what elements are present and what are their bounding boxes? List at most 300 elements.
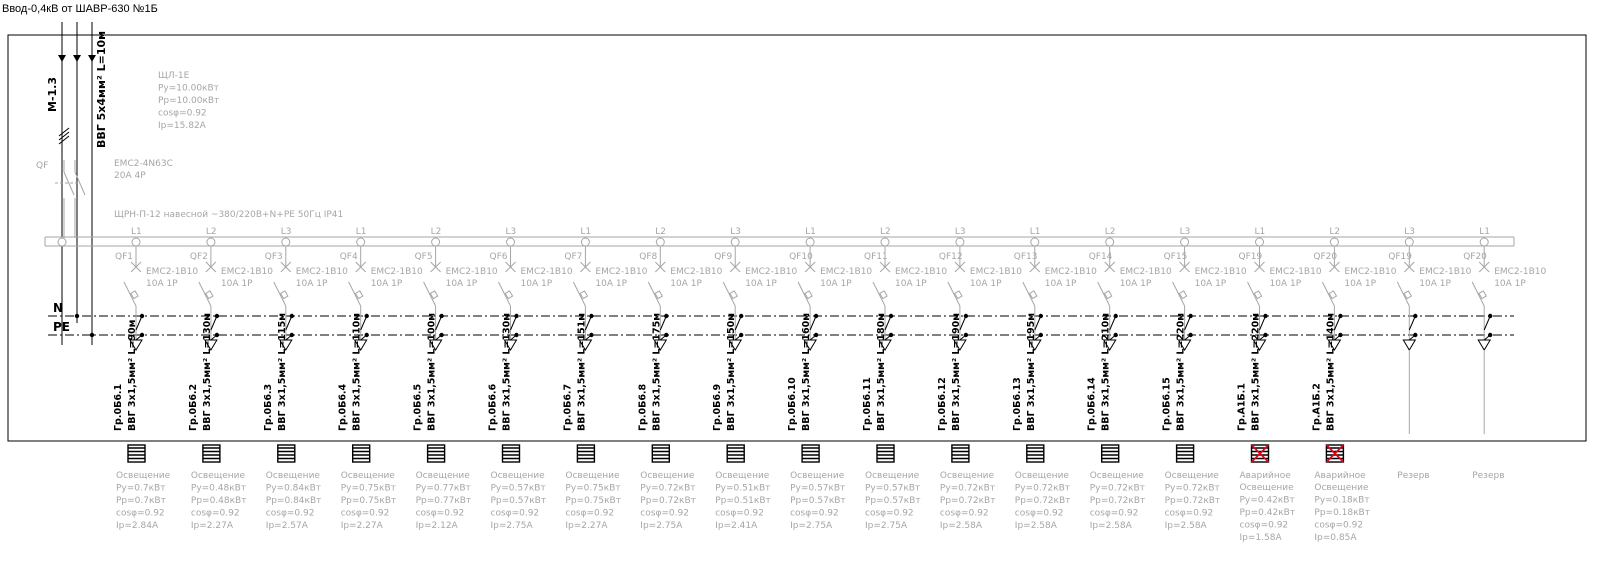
input-breaker-type-line: 20A 4P: [114, 171, 146, 181]
phase-tap: [1181, 238, 1189, 246]
design-current: Iр=2.27А: [190, 521, 234, 531]
circuit-13: [1012, 227, 1097, 531]
breaker-rating: 10A 1P: [295, 279, 328, 289]
cable-label: ВВГ 3х1,5мм² L=130м: [501, 312, 513, 431]
phase-label: L1: [1479, 227, 1490, 237]
breaker-type: EMC2-1B10: [146, 267, 199, 277]
breaker-type: EMC2-1B10: [969, 267, 1022, 277]
cable-label: ВВГ 3х1,5мм² L=90м: [127, 319, 138, 431]
load-name: Освещение: [1164, 471, 1219, 481]
load-name: Освещение: [490, 471, 545, 481]
installed-power: Ру=0.18кВт: [1314, 495, 1370, 506]
load-name: Освещение: [340, 471, 395, 481]
circuit-12: [937, 227, 1022, 531]
power-factor: cosφ=0.92: [415, 508, 465, 519]
breaker-type: EMC2-1B10: [1494, 267, 1547, 277]
breaker-rating: 10A 1P: [220, 279, 253, 289]
light-fixture-icon: [1177, 445, 1194, 462]
power-factor: cosφ=0.92: [640, 508, 689, 519]
installed-power: Ру=0.57кВт: [790, 483, 846, 494]
cable-label: ВВГ 3х1,5мм² L=115м: [276, 312, 288, 431]
pe-node: [514, 333, 518, 337]
load-name: Освещение: [939, 471, 995, 481]
load-name: Освещение: [116, 471, 171, 481]
light-fixture-icon: [1102, 445, 1119, 462]
n-node: [664, 314, 668, 318]
phase-tap: [282, 238, 290, 246]
design-current: Iр=2.75А: [790, 521, 833, 531]
circuit-8: [637, 227, 722, 531]
power-factor: cosφ=0.92: [1239, 520, 1289, 531]
breaker-rating: 10A 1P: [520, 279, 553, 289]
panel-info-line: Iр=15.82А: [158, 121, 206, 131]
installed-power: Ру=0.72кВт: [1089, 483, 1145, 494]
n-node: [1263, 314, 1267, 318]
phase-tap: [956, 238, 964, 246]
breaker-label: QF15: [1163, 252, 1188, 262]
breaker-label: QF13: [1013, 252, 1038, 262]
light-fixture-icon: [577, 445, 594, 462]
circuit-17: [1311, 227, 1396, 543]
pe-node: [1263, 333, 1267, 337]
n-node: [290, 314, 294, 318]
emergency-light-icon: [1326, 445, 1343, 462]
phase-tap: [132, 238, 140, 246]
breaker-label: QF10: [789, 252, 813, 262]
pe-node: [814, 333, 818, 337]
breaker-label: QF5: [414, 252, 433, 262]
light-fixture-icon: [203, 445, 220, 462]
breaker-rating: 10A 1P: [820, 279, 852, 289]
design-power: Рр=0.72кВт: [1089, 496, 1146, 506]
n-node: [1114, 314, 1118, 318]
pe-node: [589, 333, 593, 337]
breaker-label: QF11: [864, 252, 888, 262]
load-name: Освещение: [265, 471, 320, 481]
design-power: Рр=0.42кВт: [1239, 508, 1296, 518]
breaker-rating: 10A 1P: [1419, 279, 1451, 289]
circuit-18: [1388, 227, 1471, 481]
phase-label: L1: [1254, 227, 1266, 237]
power-factor: cosφ=0.92: [1014, 508, 1064, 519]
load-name: Освещение: [1314, 483, 1369, 493]
cable-label: ВВГ 3х1,5мм² L=220м: [1175, 312, 1187, 431]
group-label: Гр.А1Б.1: [1236, 383, 1248, 431]
load-name: Освещение: [1239, 483, 1294, 493]
n-node: [889, 314, 893, 318]
phase-label: L1: [580, 227, 592, 237]
group-label: Гр.0Б6.9: [712, 383, 724, 431]
design-power: Рр=0.72кВт: [1164, 496, 1221, 506]
circuit-6: [488, 227, 573, 531]
cable-label: ВВГ 3х1,5мм² L=175м: [651, 312, 663, 431]
design-power: Рр=0.77кВт: [415, 496, 472, 506]
design-power: Рр=0.7кВт: [116, 496, 166, 506]
circuit-16: [1237, 227, 1322, 543]
phase-tap: [806, 238, 814, 246]
installed-power: Ру=0.51кВт: [715, 483, 771, 494]
cable-label: ВВГ 3х1,5мм² L=151м: [576, 312, 588, 431]
phase-tap: [1330, 238, 1338, 246]
group-label: Гр.0Б6.1: [113, 383, 124, 431]
light-fixture-icon: [1027, 445, 1044, 462]
cable-label: ВВГ 3х1,5мм² L=150м: [726, 312, 738, 431]
group-label: Гр.0Б6.13: [1011, 377, 1023, 431]
n-node: [1413, 314, 1417, 318]
load-name: Освещение: [1089, 471, 1144, 481]
breaker-label: QF6: [489, 252, 508, 262]
pe-node: [1488, 333, 1492, 337]
phase-label: L1: [131, 227, 142, 237]
design-current: Iр=2.75А: [640, 521, 683, 531]
breaker-label: QF19: [1388, 252, 1413, 262]
power-factor: cosφ=0.92: [790, 508, 839, 519]
circuits: [113, 227, 1547, 543]
breaker-label: QF4: [339, 252, 358, 262]
installed-power: Ру=0.57кВт: [865, 483, 921, 494]
breaker-type: EMC2-1B10: [670, 267, 723, 277]
power-factor: cosφ=0.92: [1314, 520, 1364, 531]
pe-node: [140, 333, 144, 337]
phase-label: L3: [730, 227, 741, 237]
power-factor: cosφ=0.92: [565, 508, 615, 519]
n-bus-label: N: [53, 301, 64, 315]
installed-power: Ру=0.48кВт: [190, 483, 247, 494]
design-power: Рр=0.75кВт: [565, 496, 621, 506]
group-label: Гр.0Б6.10: [787, 377, 799, 431]
panel-info: [158, 71, 219, 131]
phase-label: L2: [880, 227, 891, 237]
phase-label: L1: [355, 227, 367, 237]
phase-label: L1: [1029, 227, 1041, 237]
installed-power: Ру=0.72кВт: [1164, 483, 1220, 494]
n-connection: [1484, 316, 1490, 330]
input-breaker-label: QF: [36, 161, 49, 171]
breaker-label: QF14: [1088, 252, 1113, 262]
n-node: [514, 314, 518, 318]
design-power: Рр=0.75кВт: [340, 496, 397, 506]
n-node: [215, 314, 219, 318]
breaker-rating: 10A 1P: [969, 279, 1002, 289]
phase-label: L3: [1179, 227, 1191, 237]
n-node: [439, 314, 443, 318]
breaker-type: EMC2-1B10: [895, 267, 948, 277]
design-current: Iр=2.57А: [265, 521, 308, 531]
input-feeder-label: М-1.3: [46, 77, 59, 112]
breaker-label: QF20: [1463, 252, 1487, 262]
breaker-rating: 10A 1P: [1194, 279, 1227, 289]
breaker-rating: 10A 1P: [1494, 279, 1526, 289]
pe-bus-label: PE: [53, 320, 70, 334]
n-node: [1338, 314, 1342, 318]
group-label: Гр.0Б6.8: [637, 383, 649, 431]
power-factor: cosφ=0.92: [116, 508, 165, 519]
breaker-label: QF20: [1313, 252, 1338, 262]
load-extra: Аварийное: [1314, 471, 1366, 481]
breaker-type: EMC2-1B10: [820, 267, 873, 277]
design-power: Рр=0.57кВт: [490, 496, 547, 506]
group-label: Гр.0Б6.5: [412, 383, 424, 431]
light-fixture-icon: [877, 445, 894, 462]
installed-power: Ру=0.84кВт: [265, 483, 321, 494]
circuit-4: [338, 227, 423, 531]
load-name: Освещение: [715, 471, 770, 481]
breaker-type: EMC2-1B10: [745, 267, 798, 277]
power-factor: cosφ=0.92: [865, 508, 914, 519]
group-label: Гр.0Б6.3: [262, 383, 274, 431]
circuit-1: [113, 227, 198, 531]
design-current: Iр=1.58А: [1239, 533, 1282, 543]
light-fixture-icon: [652, 445, 669, 462]
n-node: [140, 314, 144, 318]
breaker-rating: 10A 1P: [1119, 279, 1152, 289]
design-current: Iр=2.58А: [1014, 521, 1057, 531]
input-breaker-type-line: EMC2-4N63C: [114, 159, 173, 169]
n-pe-bus: [48, 314, 1514, 337]
power-factor: cosφ=0.92: [265, 508, 315, 519]
breaker-type: EMC2-1B10: [445, 267, 498, 277]
breaker-type: EMC2-1B10: [1119, 267, 1172, 277]
phase-label: L3: [1404, 227, 1416, 237]
phase-tap: [1031, 238, 1039, 246]
breaker-label: QF8: [639, 252, 658, 262]
design-current: Iр=2.75А: [490, 521, 533, 531]
load-name: Освещение: [640, 471, 695, 481]
phase-tap: [207, 238, 215, 246]
load-name: Освещение: [190, 471, 246, 481]
phase-label: L1: [805, 227, 816, 237]
input-cable-label: ВВГ 5х4мм² L=10м: [95, 30, 108, 148]
group-label: Гр.0Б6.6: [487, 383, 499, 431]
panel-description: ЩРН-П-12 навесной ~380/220В+N+PE 50Гц IP41: [114, 210, 344, 220]
load-extra: Аварийное: [1239, 471, 1291, 481]
n-node: [1039, 314, 1043, 318]
pe-node: [1413, 333, 1417, 337]
n-node: [365, 314, 369, 318]
group-label: Гр.0Б6.11: [862, 377, 873, 431]
phase-tap: [432, 238, 440, 246]
breaker-rating: 10A 1P: [745, 279, 777, 289]
phase-label: L2: [1104, 227, 1116, 237]
breaker-label: QF1: [115, 252, 133, 262]
pe-node: [439, 333, 443, 337]
installed-power: Ру=0.75кВт: [565, 483, 621, 494]
power-factor: cosφ=0.92: [1089, 508, 1139, 519]
light-fixture-icon: [503, 445, 520, 462]
input-breaker-type: [114, 159, 173, 181]
design-current: Iр=2.75А: [865, 521, 908, 531]
circuit-5: [413, 227, 498, 531]
cable-label: ВВГ 3х1,5мм² L=160м: [801, 312, 813, 431]
pe-node: [1188, 333, 1192, 337]
group-label: Гр.0Б6.7: [562, 383, 574, 431]
breaker-rating: 10A 1P: [895, 279, 927, 289]
circuit-7: [562, 227, 647, 531]
pe-node: [1039, 333, 1043, 337]
design-current: Iр=2.58А: [939, 521, 983, 531]
load-name: Резерв: [1397, 471, 1430, 481]
power-factor: cosφ=0.92: [190, 508, 240, 519]
design-current: Iр=2.58А: [1164, 521, 1207, 531]
circuit-3: [263, 227, 348, 531]
phase-label: L3: [505, 227, 517, 237]
breaker-rating: 10A 1P: [670, 279, 702, 289]
output-arrow: [1478, 340, 1490, 350]
design-current: Iр=2.27А: [565, 521, 608, 531]
breaker-type: EMC2-1B10: [1269, 267, 1322, 277]
breaker-rating: 10A 1P: [146, 279, 178, 289]
breaker-rating: 10A 1P: [445, 279, 478, 289]
design-current: Iр=2.12А: [415, 521, 458, 531]
breaker-rating: 10A 1P: [370, 279, 403, 289]
phase-tap: [731, 238, 739, 246]
power-factor: cosφ=0.92: [1164, 508, 1214, 519]
phase-label: L2: [655, 227, 667, 237]
breaker-rating: 10A 1P: [1269, 279, 1302, 289]
power-factor: cosφ=0.92: [340, 508, 390, 519]
installed-power: Ру=0.7кВт: [116, 483, 166, 494]
breaker-label: QF2: [189, 252, 208, 262]
load-name: Освещение: [415, 471, 470, 481]
cable-label: ВВГ 3х1,5мм² L=140м: [1325, 312, 1337, 431]
installed-power: Ру=0.72кВт: [1014, 483, 1070, 494]
design-power: Рр=0.57кВт: [865, 496, 921, 506]
load-name: Освещение: [790, 471, 845, 481]
cable-label: ВВГ 3х1,5мм² L=195м: [1025, 312, 1037, 431]
design-power: Рр=0.84кВт: [265, 496, 322, 506]
design-power: Рр=0.72кВт: [640, 496, 696, 506]
phase-label: L2: [205, 227, 217, 237]
emergency-light-icon: [1252, 445, 1269, 462]
phase-tap: [1256, 238, 1264, 246]
pe-node: [1114, 333, 1118, 337]
breaker-label: QF3: [264, 252, 283, 262]
cable-label: ВВГ 3х1,5мм² L=220м: [1250, 312, 1262, 431]
cable-label: ВВГ 3х1,5мм² L=130м: [201, 312, 213, 431]
cable-label: ВВГ 3х1,5мм² L=180м: [876, 312, 887, 431]
circuit-19: [1463, 227, 1546, 481]
phase-tap: [507, 238, 515, 246]
light-fixture-icon: [952, 445, 969, 462]
breaker-type: EMC2-1B10: [520, 267, 573, 277]
light-fixture-icon: [128, 445, 145, 462]
circuit-15: [1162, 227, 1247, 531]
panel-info-line: ЩЛ-1Е: [158, 71, 190, 81]
light-fixture-icon: [802, 445, 819, 462]
cable-label: ВВГ 3х1,5мм² L=100м: [426, 312, 438, 431]
light-fixture-icon: [278, 445, 295, 462]
phase-tap: [656, 238, 664, 246]
breaker-label: QF19: [1238, 252, 1263, 262]
load-name: Освещение: [865, 471, 920, 481]
n-node: [589, 314, 593, 318]
phase-tap: [1106, 238, 1114, 246]
pe-node: [215, 333, 219, 337]
power-factor: cosφ=0.92: [490, 508, 540, 519]
breaker-rating: 10A 1P: [1344, 279, 1377, 289]
power-factor: cosφ=0.92: [715, 508, 764, 519]
breaker-type: EMC2-1B10: [595, 267, 648, 277]
group-label: Гр.0Б6.2: [187, 383, 199, 431]
n-node: [814, 314, 818, 318]
breaker-label: QF12: [938, 252, 963, 262]
pe-node: [365, 333, 369, 337]
load-name: Освещение: [565, 471, 620, 481]
phase-label: L3: [280, 227, 292, 237]
breaker-rating: 10A 1P: [1044, 279, 1077, 289]
design-current: Iр=2.84А: [116, 521, 159, 531]
design-power: Рр=0.48кВт: [190, 496, 247, 506]
group-label: Гр.0Б6.14: [1086, 377, 1098, 431]
n-node: [1188, 314, 1192, 318]
design-power: Рр=0.57кВт: [790, 496, 846, 506]
phase-tap: [881, 238, 889, 246]
group-label: Гр.А1Б.2: [1311, 383, 1323, 431]
power-factor: cosφ=0.92: [939, 508, 989, 519]
n-connection: [1409, 316, 1415, 330]
n-node: [739, 314, 743, 318]
design-power: Рр=0.18кВт: [1314, 508, 1370, 518]
breaker-type: EMC2-1B10: [1419, 267, 1472, 277]
installed-power: Ру=0.72кВт: [640, 483, 696, 494]
light-fixture-icon: [727, 445, 744, 462]
load-name: Резерв: [1472, 471, 1505, 481]
cable-label: ВВГ 3х1,5мм² L=110м: [351, 312, 363, 431]
phase-label: L3: [954, 227, 966, 237]
group-label: Гр.0Б6.12: [936, 377, 948, 431]
circuit-11: [862, 227, 947, 531]
panel-info-line: Рр=10.00кВт: [158, 96, 220, 106]
phase-tap: [357, 238, 365, 246]
circuit-9: [712, 227, 797, 531]
installed-power: Ру=0.72кВт: [939, 483, 996, 494]
phase-label: L2: [430, 227, 442, 237]
phase-label: L2: [1329, 227, 1341, 237]
panel-info-line: Ру=10.00кВт: [158, 83, 219, 94]
cable-label: ВВГ 3х1,5мм² L=190м: [950, 312, 962, 431]
breaker-type: EMC2-1B10: [220, 267, 273, 277]
design-current: Iр=2.58А: [1089, 521, 1132, 531]
breaker-label: QF9: [714, 252, 733, 262]
design-current: Iр=2.41А: [715, 521, 758, 531]
pe-node: [664, 333, 668, 337]
light-fixture-icon: [353, 445, 370, 462]
phase-tap: [1405, 238, 1413, 246]
page-title: Ввод-0,4кВ от ШАВР-630 №1Б: [2, 3, 158, 15]
light-fixture-icon: [428, 445, 445, 462]
n-node: [1488, 314, 1492, 318]
breaker-type: EMC2-1B10: [295, 267, 348, 277]
panel-info-line: cosφ=0.92: [158, 108, 207, 119]
design-power: Рр=0.72кВт: [939, 496, 996, 506]
installed-power: Ру=0.42кВт: [1239, 495, 1295, 506]
group-label: Гр.0Б6.15: [1161, 377, 1173, 431]
circuit-2: [188, 227, 273, 531]
installed-power: Ру=0.75кВт: [340, 483, 396, 494]
installed-power: Ру=0.77кВт: [415, 483, 471, 494]
phase-busbar: [45, 237, 1514, 246]
phase-tap: [1480, 238, 1488, 246]
breaker-type: EMC2-1B10: [1044, 267, 1097, 277]
breaker-type: EMC2-1B10: [1344, 267, 1397, 277]
design-current: Iр=2.27А: [340, 521, 383, 531]
breaker-label: QF7: [564, 252, 583, 262]
input-feed: [55, 22, 96, 345]
pe-node: [1338, 333, 1342, 337]
output-arrow: [1403, 340, 1415, 350]
design-power: Рр=0.51кВт: [715, 496, 771, 506]
pe-node: [889, 333, 893, 337]
